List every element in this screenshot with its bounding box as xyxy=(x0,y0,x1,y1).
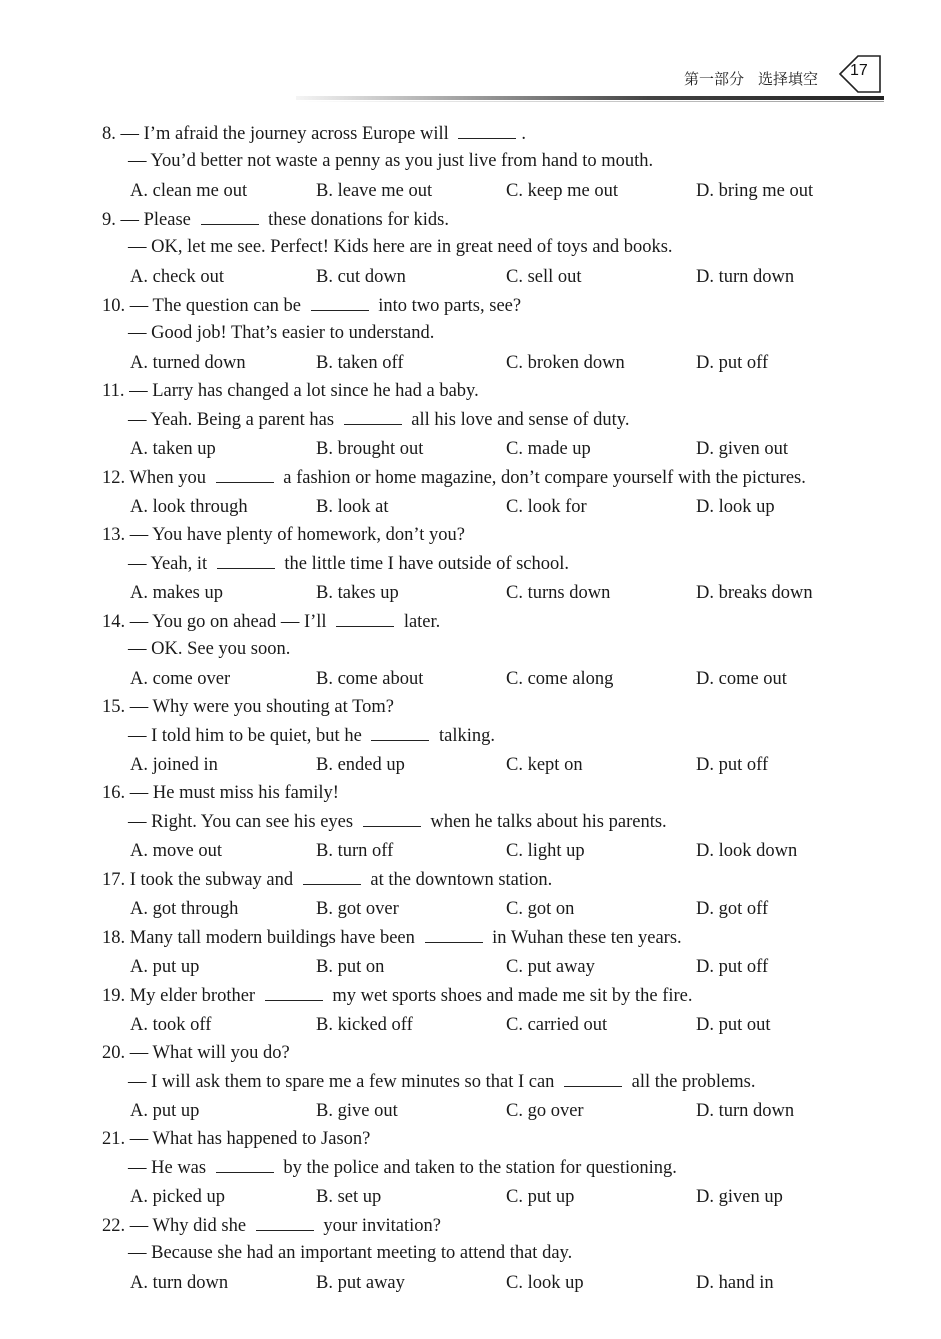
answer-option: B. cut down xyxy=(316,267,406,287)
question-line xyxy=(128,724,495,747)
question-text: at the downtown station. xyxy=(365,870,553,890)
question-text: — Why did she xyxy=(129,1216,251,1236)
question-line xyxy=(102,1128,370,1150)
question-text: — Right. You can see his eyes xyxy=(128,812,358,832)
question-text: — I told him to be quiet, but he xyxy=(128,726,367,746)
answer-option: A. look through xyxy=(130,497,248,517)
answer-option: B. got over xyxy=(316,899,399,919)
answer-blank xyxy=(336,610,394,627)
question-text: these donations for kids. xyxy=(263,210,450,230)
question-line xyxy=(102,1042,290,1064)
question-text: your invitation? xyxy=(318,1216,441,1236)
answer-option: B. turn off xyxy=(316,841,394,861)
answer-option: D. hand in xyxy=(696,1273,774,1293)
question-number: 21. xyxy=(102,1129,130,1149)
answer-option: C. light up xyxy=(506,841,585,861)
answer-option: A. put up xyxy=(130,1101,200,1121)
answer-blank xyxy=(256,1214,314,1231)
answer-option: B. takes up xyxy=(316,583,399,603)
answer-option: D. look up xyxy=(696,497,775,517)
question-text: when he talks about his parents. xyxy=(425,812,667,832)
answer-option: B. leave me out xyxy=(316,181,433,201)
answer-option: C. look for xyxy=(506,497,587,517)
question-line xyxy=(102,294,521,317)
answer-option: A. move out xyxy=(130,841,222,861)
answer-option: D. turn down xyxy=(696,1101,795,1121)
question-number: 11. xyxy=(102,381,130,401)
question-number: 15. xyxy=(102,697,130,717)
question-text: — The question can be xyxy=(129,296,306,316)
answer-option: D. come out xyxy=(696,669,787,689)
answer-blank xyxy=(311,294,369,311)
question-line xyxy=(128,638,290,660)
question-text: into two parts, see? xyxy=(373,296,522,316)
answer-blank xyxy=(216,1156,274,1173)
question-text: — He was xyxy=(128,1158,211,1178)
question-line xyxy=(128,150,653,172)
answer-option: B. put on xyxy=(316,957,385,977)
answer-option: A. picked up xyxy=(130,1187,226,1207)
answer-blank xyxy=(564,1070,622,1087)
question-text: — Larry has changed a lot since he had a baby. xyxy=(129,381,479,401)
question-text: the little time I have outside of school. xyxy=(279,554,570,574)
question-line xyxy=(102,122,526,145)
answer-option: A. put up xyxy=(130,957,200,977)
answer-blank xyxy=(265,984,323,1001)
answer-option: B. ended up xyxy=(316,755,405,775)
answer-option: C. put away xyxy=(506,957,595,977)
question-text: — You have plenty of homework, don’t you? xyxy=(129,525,465,545)
answer-option: D. turn down xyxy=(696,267,795,287)
answer-option: C. keep me out xyxy=(506,181,619,201)
answer-blank xyxy=(371,724,429,741)
answer-option: B. taken off xyxy=(316,353,404,373)
question-number: 13. xyxy=(102,525,130,545)
question-text: talking. xyxy=(434,726,496,746)
question-text: all his love and sense of duty. xyxy=(406,410,630,430)
question-text: later. xyxy=(399,612,441,632)
question-text: all the problems. xyxy=(627,1072,756,1092)
question-text: — Please xyxy=(120,210,196,230)
answer-option: C. carried out xyxy=(506,1015,608,1035)
answer-blank xyxy=(458,122,516,139)
answer-option: C. put up xyxy=(506,1187,575,1207)
answer-blank xyxy=(217,552,275,569)
question-number: 12. xyxy=(102,468,130,488)
question-number: 18. xyxy=(102,928,130,948)
answer-option: B. kicked off xyxy=(316,1015,413,1035)
answer-blank xyxy=(425,926,483,943)
answer-blank xyxy=(303,868,361,885)
question-line xyxy=(128,552,569,575)
question-text: by the police and taken to the station for questioning. xyxy=(278,1158,677,1178)
answer-option: A. got through xyxy=(130,899,239,919)
question-text: — Why were you shouting at Tom? xyxy=(129,697,394,717)
question-line xyxy=(102,984,693,1007)
question-text: — I’m afraid the journey across Europe will xyxy=(120,124,454,144)
question-text: — OK, let me see. Perfect! Kids here are in great need of toys and books. xyxy=(128,237,673,257)
question-line xyxy=(128,236,673,258)
answer-option: C. kept on xyxy=(506,755,583,775)
question-text: — He must miss his family! xyxy=(129,783,339,803)
question-line xyxy=(102,1214,441,1237)
question-number: 14. xyxy=(102,612,130,632)
answer-option: D. got off xyxy=(696,899,769,919)
answer-option: D. put off xyxy=(696,957,769,977)
question-line xyxy=(102,610,440,633)
question-number: 10. xyxy=(102,296,130,316)
answer-option: C. sell out xyxy=(506,267,582,287)
answer-option: A. turn down xyxy=(130,1273,229,1293)
answer-option: D. put out xyxy=(696,1015,771,1035)
question-number: 20. xyxy=(102,1043,130,1063)
question-text: — Yeah. Being a parent has xyxy=(128,410,339,430)
answer-option: A. clean me out xyxy=(130,181,248,201)
question-line xyxy=(102,524,465,546)
question-line xyxy=(102,380,479,402)
answer-blank xyxy=(201,208,259,225)
answer-option: B. come about xyxy=(316,669,424,689)
section-label: 第一部分 xyxy=(684,70,745,88)
question-number: 9. xyxy=(102,210,121,230)
answer-option: D. put off xyxy=(696,755,769,775)
answer-option: B. put away xyxy=(316,1273,405,1293)
question-number: 17. xyxy=(102,870,130,890)
answer-option: D. look down xyxy=(696,841,798,861)
question-line xyxy=(102,868,552,891)
question-line xyxy=(128,1070,756,1093)
answer-blank xyxy=(363,810,421,827)
answer-option: D. given up xyxy=(696,1187,783,1207)
question-text: my wet sports shoes and made me sit by the fire. xyxy=(327,986,693,1006)
page-number: 17 xyxy=(850,62,868,79)
answer-option: C. go over xyxy=(506,1101,584,1121)
answer-option: A. check out xyxy=(130,267,225,287)
answer-option: D. given out xyxy=(696,439,788,459)
question-text: I took the subway and xyxy=(129,870,298,890)
question-line xyxy=(128,1242,572,1264)
question-text: When you xyxy=(129,468,211,488)
question-line xyxy=(102,696,394,718)
question-text: . xyxy=(521,124,527,144)
question-text: — OK. See you soon. xyxy=(128,639,291,659)
question-line xyxy=(102,466,806,489)
question-text: — You’d better not waste a penny as you just live from hand to mouth. xyxy=(128,151,654,171)
answer-option: A. joined in xyxy=(130,755,218,775)
answer-option: D. bring me out xyxy=(696,181,814,201)
answer-option: D. put off xyxy=(696,353,769,373)
question-line xyxy=(128,408,629,431)
answer-option: C. got on xyxy=(506,899,575,919)
answer-option: B. brought out xyxy=(316,439,424,459)
question-line xyxy=(102,782,339,804)
question-number: 16. xyxy=(102,783,130,803)
answer-option: B. set up xyxy=(316,1187,382,1207)
question-text: in Wuhan these ten years. xyxy=(487,928,682,948)
answer-blank xyxy=(344,408,402,425)
answer-option: D. breaks down xyxy=(696,583,813,603)
answer-option: C. made up xyxy=(506,439,591,459)
question-text: — What will you do? xyxy=(129,1043,290,1063)
answer-option: C. come along xyxy=(506,669,614,689)
question-line xyxy=(128,810,667,833)
question-text: Many tall modern buildings have been xyxy=(129,928,420,948)
question-line xyxy=(102,208,449,231)
question-text: — Because she had an important meeting to attend that day. xyxy=(128,1243,573,1263)
answer-option: C. look up xyxy=(506,1273,584,1293)
answer-option: A. taken up xyxy=(130,439,216,459)
answer-option: C. turns down xyxy=(506,583,611,603)
answer-option: A. come over xyxy=(130,669,231,689)
question-line xyxy=(128,322,434,344)
question-text: — I will ask them to spare me a few minutes so that I can xyxy=(128,1072,560,1092)
answer-option: B. give out xyxy=(316,1101,398,1121)
topic-label: 选择填空 xyxy=(758,70,819,88)
question-text: My elder brother xyxy=(129,986,260,1006)
question-text: — Good job! That’s easier to understand. xyxy=(128,323,435,343)
question-text: a fashion or home magazine, don’t compare yourself with the pictures. xyxy=(278,468,806,488)
question-text: — What has happened to Jason? xyxy=(129,1129,371,1149)
answer-option: C. broken down xyxy=(506,353,625,373)
question-text: — Yeah, it xyxy=(128,554,212,574)
question-text: — You go on ahead — I’ll xyxy=(129,612,332,632)
question-line xyxy=(128,1156,677,1179)
question-line xyxy=(102,926,682,949)
question-number: 19. xyxy=(102,986,130,1006)
answer-blank xyxy=(216,466,274,483)
question-number: 8. xyxy=(102,124,121,144)
answer-option: B. look at xyxy=(316,497,389,517)
answer-option: A. makes up xyxy=(130,583,223,603)
answer-option: A. turned down xyxy=(130,353,246,373)
answer-option: A. took off xyxy=(130,1015,212,1035)
question-number: 22. xyxy=(102,1216,130,1236)
